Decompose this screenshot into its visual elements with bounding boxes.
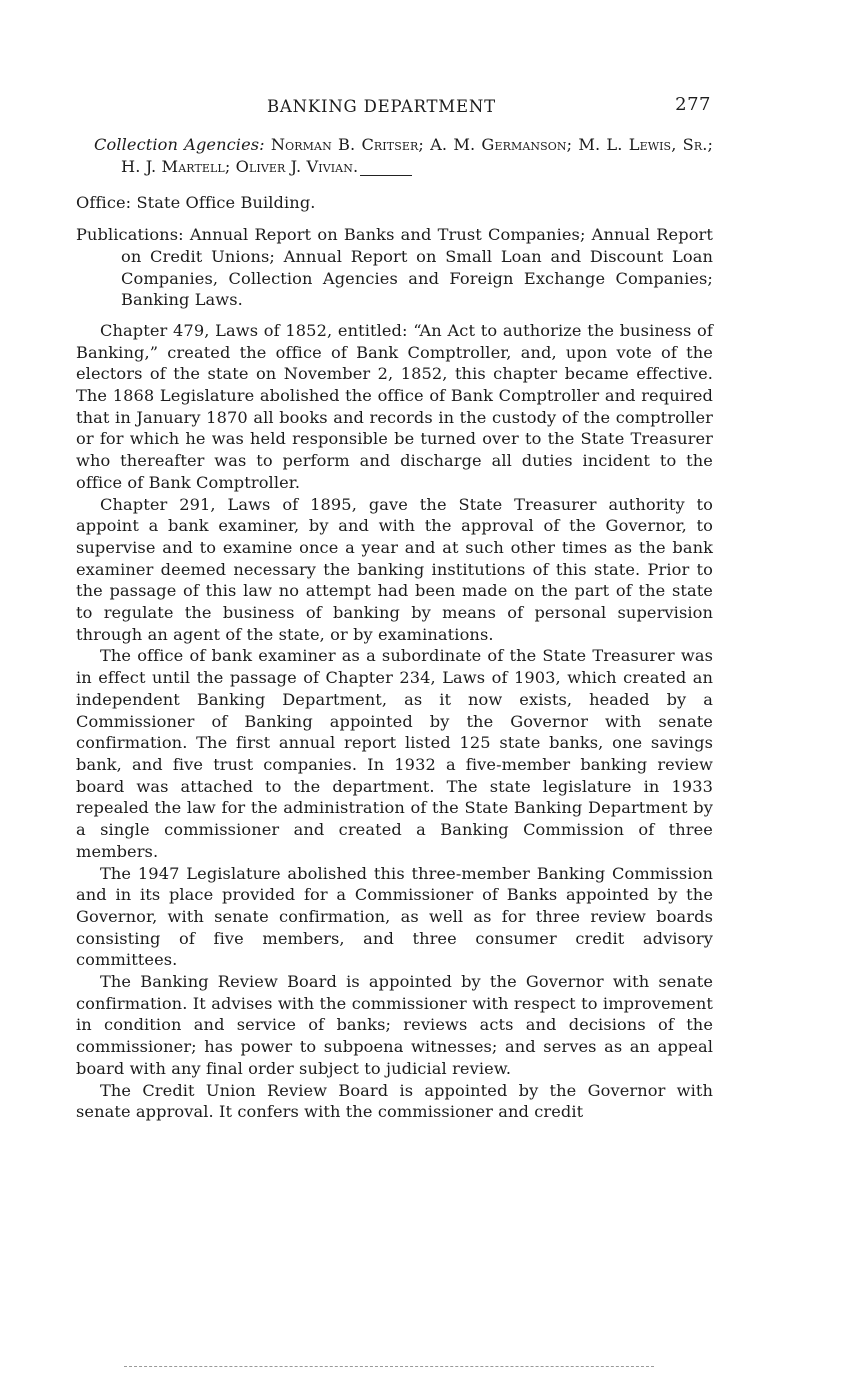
office-entry <box>76 192 713 214</box>
collection-agencies-label: Collection Agencies: <box>94 135 265 154</box>
section-divider <box>360 175 412 176</box>
paragraph: The 1947 Legislature abolished this three-member Banking Commission and in its place provided for a Commissioner of Banks appointed by the Governor, with senate confirmation, as well as for three review boards consisting of five members, and three consumer credit advisory committees. <box>76 863 713 970</box>
collection-agencies-names: Norman B. Critser; A. M. Germanson; M. L. Lewis, Sr.; H. J. Martell; Oliver J. Vivian. <box>121 135 713 176</box>
publications-value: Annual Report on Banks and Trust Companies; Annual Report on Credit Unions; Annual Report on Small Loan and Discount Loan Companies, Collection Agencies and Foreign Exchange Companies; Banking Laws. <box>121 225 713 310</box>
paragraph: The Banking Review Board is appointed by the Governor with senate confirmation. It advises with the commissioner with respect to improvement in condition and service of banks; reviews acts and decisions of the commissioner; has power to subpoena witnesses; and serves as an appeal board with any final order subject to judicial review. <box>76 972 713 1078</box>
publications-entry <box>76 224 713 311</box>
document-page <box>76 90 713 1123</box>
office-label: Office: <box>76 193 132 213</box>
publications-label: Publications: <box>76 225 184 245</box>
history-text <box>76 320 713 1123</box>
collection-agencies-entry <box>76 134 713 177</box>
running-header <box>76 90 713 120</box>
running-title: BANKING DEPARTMENT <box>267 97 496 116</box>
paragraph: Chapter 479, Laws of 1852, entitled: “An Act to authorize the business of Banking,” created the office of Bank Comptroller, and, upon vote of the electors of the state on November 2, 1852, this chapter became effective. The 1868 Legislature abolished the office of Bank Comptroller and required that in January 1870 all books and records in the custody of the comptroller or for which he was held responsible be turned over to the State Treasurer who thereafter was to perform and discharge all duties incident to the office of Bank Comptroller. <box>76 320 713 492</box>
scan-edge-marks <box>124 1366 654 1367</box>
page-number: 277 <box>675 94 711 115</box>
paragraph: The office of bank examiner as a subordinate of the State Treasurer was in effect until the passage of Chapter 234, Laws of 1903, which created an independent Banking Department, as it now exists, headed by a Commissioner of Banking appointed by the Governor with senate confirmation. The first annual report listed 125 state banks, one savings bank, and five trust companies. In 1932 a five-member banking review board was attached to the department. The state legislature in 1933 repealed the law for the administration of the State Banking Department by a single commissioner and created a Banking Commission of three members. <box>76 646 713 861</box>
paragraph: The Credit Union Review Board is appointed by the Governor with senate approval. It confers with the commissioner and credit <box>76 1080 713 1122</box>
office-value: State Office Building. <box>136 193 316 213</box>
paragraph: Chapter 291, Laws of 1895, gave the State Treasurer authority to appoint a bank examiner, by and with the approval of the Governor, to supervise and to examine once a year and at such other times as the bank examiner deemed necessary the banking institutions of this state. Prior to the passage of this law no attempt had been made on the part of the state to regulate the business of banking by means of personal supervision through an agent of the state, or by examinations. <box>76 494 713 644</box>
